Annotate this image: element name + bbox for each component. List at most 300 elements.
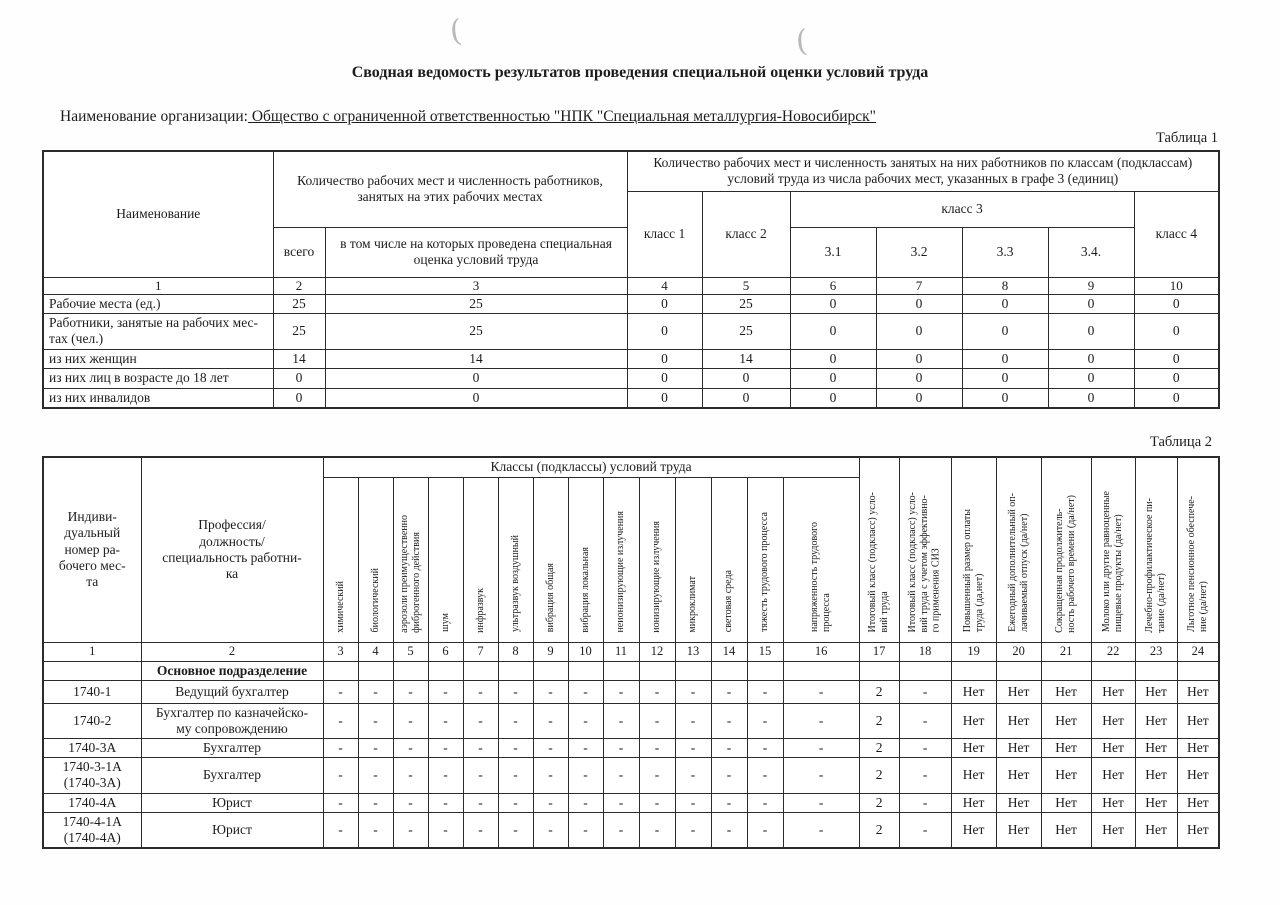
- t2-benefit-value: Нет: [1135, 739, 1177, 758]
- t2-benefit-value: Нет: [951, 758, 996, 793]
- t2-header-classes-group: Классы (подклассы) условий труда: [323, 457, 859, 477]
- t2-header-factor-label: неионизирующие излучения: [615, 510, 627, 633]
- t2-benefit-value: Нет: [1135, 680, 1177, 703]
- t2-header-summary-col: [951, 457, 996, 642]
- t1-value-cell: 0: [702, 369, 790, 388]
- t2-factor-value: -: [639, 758, 675, 793]
- t2-data-row: [43, 703, 1219, 738]
- t1-column-number: 7: [876, 277, 962, 294]
- t2-benefit-value: Нет: [1041, 758, 1091, 793]
- t2-empty-cell: [1177, 661, 1219, 680]
- t1-value-cell: 0: [1134, 388, 1219, 408]
- t2-empty-cell: [463, 661, 498, 680]
- t2-column-number: 21: [1041, 642, 1091, 661]
- t1-value-cell: 0: [1048, 369, 1134, 388]
- t1-column-number: 3: [325, 277, 627, 294]
- t2-header-factor-label: ультразвук воздушный: [509, 535, 521, 633]
- t2-final-class: 2: [859, 739, 899, 758]
- t1-row-label: из них лиц в возрасте до 18 лет: [43, 369, 273, 388]
- t2-header-factor-col: [783, 477, 859, 642]
- t1-value-cell: 25: [702, 313, 790, 349]
- t1-column-number: 4: [627, 277, 702, 294]
- t2-factor-value: -: [711, 758, 747, 793]
- t1-value-cell: 0: [1134, 369, 1219, 388]
- t2-benefit-value: Нет: [996, 703, 1041, 738]
- t2-factor-value: -: [603, 758, 639, 793]
- t1-value-cell: 0: [876, 294, 962, 313]
- t2-benefit-value: Нет: [951, 739, 996, 758]
- t2-factor-value: -: [498, 758, 533, 793]
- t2-benefit-value: Нет: [1091, 703, 1135, 738]
- t2-data-row: [43, 812, 1219, 848]
- t1-header-group-left: Количество рабочих мест и численность работников, занятых на этих рабочих местах: [273, 151, 627, 227]
- t1-value-cell: 25: [273, 294, 325, 313]
- t2-workplace-id: 1740-4А: [43, 793, 141, 812]
- t2-header-summary-col: [1091, 457, 1135, 642]
- t2-header-row-1: [43, 457, 1219, 477]
- summary-counts-table: [42, 150, 1220, 409]
- t1-header-class1: класс 1: [627, 191, 702, 277]
- t2-header-factor-label: химический: [334, 580, 346, 633]
- t2-factor-value: -: [747, 680, 783, 703]
- t2-factor-value: -: [639, 703, 675, 738]
- t1-value-cell: 0: [876, 369, 962, 388]
- t1-value-cell: 14: [273, 349, 325, 368]
- t2-header-factor-label: световая среда: [723, 570, 735, 633]
- t2-header-factor-label: ионизирующие излучения: [651, 520, 663, 633]
- t2-factor-value: -: [568, 680, 603, 703]
- t1-row-label: Рабочие места (ед.): [43, 294, 273, 313]
- t1-data-row: [43, 388, 1219, 408]
- t2-profession: Бухгалтер: [141, 739, 323, 758]
- t2-header-factor-col: [393, 477, 428, 642]
- t2-empty-cell: [899, 661, 951, 680]
- t2-workplace-id: 1740-1: [43, 680, 141, 703]
- t1-value-cell: 0: [962, 388, 1048, 408]
- t2-empty-cell: [951, 661, 996, 680]
- t1-value-cell: 14: [702, 349, 790, 368]
- t1-data-row: [43, 349, 1219, 368]
- t2-factor-value: -: [323, 703, 358, 738]
- t2-column-number: 5: [393, 642, 428, 661]
- t2-factor-value: -: [323, 758, 358, 793]
- document-title: Сводная ведомость результатов проведения специальной оценки условий труда: [351, 64, 929, 81]
- t1-value-cell: 0: [627, 349, 702, 368]
- t2-benefit-value: Нет: [1135, 793, 1177, 812]
- t1-column-number: 1: [43, 277, 273, 294]
- t2-factor-value: -: [393, 758, 428, 793]
- t2-benefit-value: Нет: [996, 812, 1041, 848]
- t2-empty-cell: [428, 661, 463, 680]
- t2-profession: Ведущий бухгалтер: [141, 680, 323, 703]
- t2-factor-value: -: [783, 812, 859, 848]
- t2-benefit-value: Нет: [1135, 812, 1177, 848]
- t2-header-factor-label: напряженность трудового процесса: [809, 522, 833, 633]
- t2-factor-value: -: [393, 793, 428, 812]
- t2-header-factor-label: тяжесть трудового процесса: [759, 512, 771, 633]
- t2-factor-value: -: [783, 680, 859, 703]
- t1-column-number: 8: [962, 277, 1048, 294]
- t2-header-summary-label: Лечебно-профилактическое пи- тание (да/нет): [1144, 497, 1168, 633]
- t2-factor-value: -: [463, 680, 498, 703]
- t2-header-factor-col: [639, 477, 675, 642]
- t2-factor-value: -: [533, 812, 568, 848]
- t2-header-factor-col: [747, 477, 783, 642]
- t2-factor-value: -: [428, 703, 463, 738]
- t2-benefit-value: Нет: [996, 758, 1041, 793]
- t2-benefit-value: Нет: [951, 703, 996, 738]
- t1-value-cell: 0: [273, 388, 325, 408]
- t1-column-number-row: [43, 277, 1219, 294]
- t2-column-number: 4: [358, 642, 393, 661]
- t2-column-number: 6: [428, 642, 463, 661]
- t1-value-cell: 0: [325, 369, 627, 388]
- t2-factor-value: -: [323, 739, 358, 758]
- t2-final-class-siz: -: [899, 758, 951, 793]
- t2-column-number: 23: [1135, 642, 1177, 661]
- t2-column-number: 24: [1177, 642, 1219, 661]
- t2-factor-value: -: [568, 758, 603, 793]
- t1-header-row-1: [43, 151, 1219, 191]
- t2-profession: Юрист: [141, 812, 323, 848]
- t1-value-cell: 0: [1134, 349, 1219, 368]
- t2-benefit-value: Нет: [996, 793, 1041, 812]
- t2-factor-value: -: [358, 793, 393, 812]
- t2-column-number: 15: [747, 642, 783, 661]
- t2-data-row: [43, 793, 1219, 812]
- t2-benefit-value: Нет: [951, 793, 996, 812]
- t2-header-factor-label: вибрация общая: [544, 563, 556, 633]
- t1-data-row: [43, 294, 1219, 313]
- t2-header-profession: Профессия/ должность/ специальность работни- ка: [141, 457, 323, 642]
- t1-value-cell: 0: [325, 388, 627, 408]
- t2-factor-value: -: [639, 812, 675, 848]
- t2-empty-cell: [323, 661, 358, 680]
- t2-factor-value: -: [603, 703, 639, 738]
- t1-value-cell: 0: [1048, 313, 1134, 349]
- t2-empty-cell: [533, 661, 568, 680]
- t1-value-cell: 0: [627, 369, 702, 388]
- t1-value-cell: 25: [325, 294, 627, 313]
- t2-factor-value: -: [675, 739, 711, 758]
- t2-empty-cell: [1091, 661, 1135, 680]
- t2-header-summary-label: Итоговый класс (подкласс) усло- вий труда с учетом эффективно- го применения СИЗ: [907, 491, 943, 633]
- t2-benefit-value: Нет: [1177, 758, 1219, 793]
- t1-value-cell: 0: [876, 313, 962, 349]
- t2-factor-value: -: [393, 739, 428, 758]
- t2-column-number: 2: [141, 642, 323, 661]
- t2-factor-value: -: [747, 812, 783, 848]
- t2-factor-value: -: [323, 793, 358, 812]
- t1-data-row: [43, 369, 1219, 388]
- t1-header-class4: класс 4: [1134, 191, 1219, 277]
- organization-line: [60, 108, 876, 126]
- t2-factor-value: -: [358, 812, 393, 848]
- t2-factor-value: -: [393, 703, 428, 738]
- t2-factor-value: -: [533, 680, 568, 703]
- t2-header-factor-col: [498, 477, 533, 642]
- t2-column-number: 22: [1091, 642, 1135, 661]
- t2-header-factor-label: шум: [439, 613, 451, 633]
- t2-final-class: 2: [859, 812, 899, 848]
- t2-column-number: 18: [899, 642, 951, 661]
- t2-empty-cell: [711, 661, 747, 680]
- t1-value-cell: 25: [702, 294, 790, 313]
- t2-factor-value: -: [639, 680, 675, 703]
- t2-factor-value: -: [358, 680, 393, 703]
- t2-header-summary-label: Молоко или другие равноценные пищевые продукты (да/нет): [1101, 491, 1125, 633]
- t2-benefit-value: Нет: [1041, 680, 1091, 703]
- t2-factor-value: -: [358, 758, 393, 793]
- t2-benefit-value: Нет: [1091, 793, 1135, 812]
- t1-header-group-right: Количество рабочих мест и численность занятых на них работников по классам (подклассам) условий труда из числа рабочих мест, указанных в графе 3 (единиц): [627, 151, 1219, 191]
- t2-benefit-value: Нет: [1091, 758, 1135, 793]
- t1-value-cell: 0: [790, 313, 876, 349]
- t2-final-class-siz: -: [899, 703, 951, 738]
- t2-column-number: 7: [463, 642, 498, 661]
- t2-column-number: 1: [43, 642, 141, 661]
- t1-value-cell: 0: [1134, 294, 1219, 313]
- t1-header-class3: класс 3: [790, 191, 1134, 227]
- t2-factor-value: -: [747, 793, 783, 812]
- t2-factor-value: -: [358, 739, 393, 758]
- t1-header-subclass-3-3: 3.3: [962, 227, 1048, 277]
- t2-benefit-value: Нет: [951, 680, 996, 703]
- t2-column-number: 10: [568, 642, 603, 661]
- t2-factor-value: -: [711, 680, 747, 703]
- t2-column-number: 8: [498, 642, 533, 661]
- t2-column-number: 19: [951, 642, 996, 661]
- t2-benefit-value: Нет: [1041, 703, 1091, 738]
- t2-workplace-id: 1740-3-1А (1740-3А): [43, 758, 141, 793]
- t2-factor-value: -: [603, 680, 639, 703]
- t1-value-cell: 25: [273, 313, 325, 349]
- scan-artifact-left-paren: (: [448, 13, 464, 50]
- t2-empty-cell: [783, 661, 859, 680]
- t2-benefit-value: Нет: [1041, 739, 1091, 758]
- t2-header-factor-col: [675, 477, 711, 642]
- scan-artifact-right-paren: (: [794, 23, 809, 60]
- t2-header-factor-label: аэрозоли преимущественно фиброгенного действия: [398, 514, 422, 633]
- t2-benefit-value: Нет: [1041, 812, 1091, 848]
- t2-header-summary-label: Повышенный размер оплаты труда (да,нет): [961, 509, 985, 633]
- t2-benefit-value: Нет: [1091, 680, 1135, 703]
- t2-factor-value: -: [428, 739, 463, 758]
- t1-header-including: в том числе на которых проведена специальная оценка условий труда: [325, 227, 627, 277]
- t2-factor-value: -: [747, 739, 783, 758]
- t2-factor-value: -: [783, 758, 859, 793]
- t2-factor-value: -: [783, 793, 859, 812]
- t1-row-label: из них инвалидов: [43, 388, 273, 408]
- t2-factor-value: -: [498, 739, 533, 758]
- t2-header-summary-col: [859, 457, 899, 642]
- t2-section-label: Основное подразделение: [141, 661, 323, 680]
- t2-final-class: 2: [859, 758, 899, 793]
- t1-value-cell: 0: [962, 349, 1048, 368]
- t1-value-cell: 0: [790, 294, 876, 313]
- t1-value-cell: 0: [962, 369, 1048, 388]
- t2-benefit-value: Нет: [1177, 739, 1219, 758]
- t2-header-summary-label: Итоговый класс (подкласс) усло- вий труда: [867, 491, 891, 633]
- t2-column-number: 9: [533, 642, 568, 661]
- t1-column-number: 5: [702, 277, 790, 294]
- t2-header-workplace-id: Индиви- дуальный номер ра- бочего мес- та: [43, 457, 141, 642]
- t2-factor-value: -: [711, 812, 747, 848]
- t2-header-summary-label: Льготное пенсионное обеспече- ние (да/нет): [1186, 496, 1209, 633]
- t2-header-factor-col: [603, 477, 639, 642]
- t2-final-class: 2: [859, 680, 899, 703]
- t2-column-number: 16: [783, 642, 859, 661]
- t2-column-number: 14: [711, 642, 747, 661]
- t2-factor-value: -: [639, 739, 675, 758]
- t1-value-cell: 0: [1134, 313, 1219, 349]
- t2-data-row: [43, 680, 1219, 703]
- t2-factor-value: -: [747, 758, 783, 793]
- t1-header-name: Наименование: [43, 151, 273, 277]
- t1-value-cell: 0: [790, 349, 876, 368]
- t2-header-summary-col: [996, 457, 1041, 642]
- t2-benefit-value: Нет: [1135, 703, 1177, 738]
- t1-value-cell: 0: [273, 369, 325, 388]
- t1-value-cell: 0: [962, 294, 1048, 313]
- t2-benefit-value: Нет: [996, 680, 1041, 703]
- t1-header-subclass-3-4: 3.4.: [1048, 227, 1134, 277]
- t2-factor-value: -: [498, 793, 533, 812]
- table2-caption: Таблица 2: [1149, 434, 1212, 450]
- t2-factor-value: -: [783, 739, 859, 758]
- t2-header-factor-col: [533, 477, 568, 642]
- t2-workplace-id: 1740-2: [43, 703, 141, 738]
- t1-header-subclass-3-1: 3.1: [790, 227, 876, 277]
- t2-workplace-id: 1740-4-1А (1740-4А): [43, 812, 141, 848]
- t2-factor-value: -: [675, 812, 711, 848]
- t1-value-cell: 25: [325, 313, 627, 349]
- t1-value-cell: 0: [790, 388, 876, 408]
- organization-value: Общество с ограниченной ответственностью "НПК "Специальная металлургия-Новосибирск": [247, 108, 877, 125]
- t1-value-cell: 0: [876, 388, 962, 408]
- t2-benefit-value: Нет: [1091, 739, 1135, 758]
- t2-header-summary-col: [1041, 457, 1091, 642]
- t2-header-factor-label: вибрация локальная: [579, 546, 591, 633]
- t2-factor-value: -: [675, 758, 711, 793]
- t2-workplace-id: 1740-3А: [43, 739, 141, 758]
- workplaces-assessment-table: [42, 456, 1220, 849]
- t2-factor-value: -: [568, 793, 603, 812]
- table1-caption: Таблица 1: [1155, 130, 1218, 146]
- t1-value-cell: 0: [702, 388, 790, 408]
- t1-column-number: 9: [1048, 277, 1134, 294]
- t2-factor-value: -: [603, 793, 639, 812]
- t1-value-cell: 0: [876, 349, 962, 368]
- t2-factor-value: -: [568, 739, 603, 758]
- t2-factor-value: -: [533, 758, 568, 793]
- t2-empty-cell: [568, 661, 603, 680]
- t2-factor-value: -: [603, 812, 639, 848]
- t2-empty-cell: [747, 661, 783, 680]
- t1-value-cell: 14: [325, 349, 627, 368]
- t2-benefit-value: Нет: [996, 739, 1041, 758]
- t2-factor-value: -: [393, 812, 428, 848]
- t2-header-summary-col: [1177, 457, 1219, 642]
- t2-benefit-value: Нет: [1135, 758, 1177, 793]
- t1-value-cell: 0: [1048, 349, 1134, 368]
- t2-empty-cell: [603, 661, 639, 680]
- t2-factor-value: -: [498, 812, 533, 848]
- t2-factor-value: -: [428, 812, 463, 848]
- t1-value-cell: 0: [962, 313, 1048, 349]
- t2-factor-value: -: [711, 793, 747, 812]
- t2-column-number: 20: [996, 642, 1041, 661]
- t2-header-summary-label: Сокращенная продолжитель- ность рабочего времени (да/нет): [1054, 494, 1078, 633]
- t2-header-factor-col: [428, 477, 463, 642]
- t2-empty-cell: [996, 661, 1041, 680]
- t2-header-factor-col: [463, 477, 498, 642]
- t2-factor-value: -: [533, 793, 568, 812]
- t2-benefit-value: Нет: [951, 812, 996, 848]
- t2-factor-value: -: [323, 680, 358, 703]
- t2-header-factor-col: [323, 477, 358, 642]
- t2-empty-cell: [43, 661, 141, 680]
- t2-header-factor-col: [568, 477, 603, 642]
- t2-factor-value: -: [568, 703, 603, 738]
- t2-column-number-row: [43, 642, 1219, 661]
- t2-factor-value: -: [711, 703, 747, 738]
- t2-factor-value: -: [428, 758, 463, 793]
- t1-header-class2: класс 2: [702, 191, 790, 277]
- t2-column-number: 17: [859, 642, 899, 661]
- t2-empty-cell: [1135, 661, 1177, 680]
- t2-factor-value: -: [533, 739, 568, 758]
- t2-factor-value: -: [323, 812, 358, 848]
- t2-final-class-siz: -: [899, 812, 951, 848]
- t2-empty-cell: [1041, 661, 1091, 680]
- t1-data-row: [43, 313, 1219, 349]
- t2-factor-value: -: [463, 793, 498, 812]
- t2-factor-value: -: [675, 680, 711, 703]
- t2-final-class-siz: -: [899, 680, 951, 703]
- t2-profession: Юрист: [141, 793, 323, 812]
- t2-profession: Бухгалтер: [141, 758, 323, 793]
- t2-empty-cell: [859, 661, 899, 680]
- t2-benefit-value: Нет: [1177, 703, 1219, 738]
- t2-column-number: 3: [323, 642, 358, 661]
- t1-row-label: Работники, занятые на рабочих мес- тах (чел.): [43, 313, 273, 349]
- t2-factor-value: -: [639, 793, 675, 812]
- t2-benefit-value: Нет: [1177, 812, 1219, 848]
- t2-empty-cell: [639, 661, 675, 680]
- t2-final-class-siz: -: [899, 793, 951, 812]
- t2-factor-value: -: [783, 703, 859, 738]
- t2-final-class-siz: -: [899, 739, 951, 758]
- t2-factor-value: -: [747, 703, 783, 738]
- t2-factor-value: -: [568, 812, 603, 848]
- t2-final-class: 2: [859, 703, 899, 738]
- t2-final-class: 2: [859, 793, 899, 812]
- t2-header-summary-col: [899, 457, 951, 642]
- t1-value-cell: 0: [790, 369, 876, 388]
- t2-benefit-value: Нет: [1091, 812, 1135, 848]
- t2-empty-cell: [498, 661, 533, 680]
- t2-factor-value: -: [463, 758, 498, 793]
- t2-factor-value: -: [463, 739, 498, 758]
- t2-column-number: 11: [603, 642, 639, 661]
- t2-header-summary-label: Ежегодный дополнительный оп- лачиваемый отпуск (да/нет): [1006, 493, 1030, 633]
- t2-header-factor-label: инфразвук: [474, 587, 486, 633]
- t2-factor-value: -: [675, 703, 711, 738]
- t1-row-label: из них женщин: [43, 349, 273, 368]
- t2-header-factor-col: [711, 477, 747, 642]
- t1-column-number: 2: [273, 277, 325, 294]
